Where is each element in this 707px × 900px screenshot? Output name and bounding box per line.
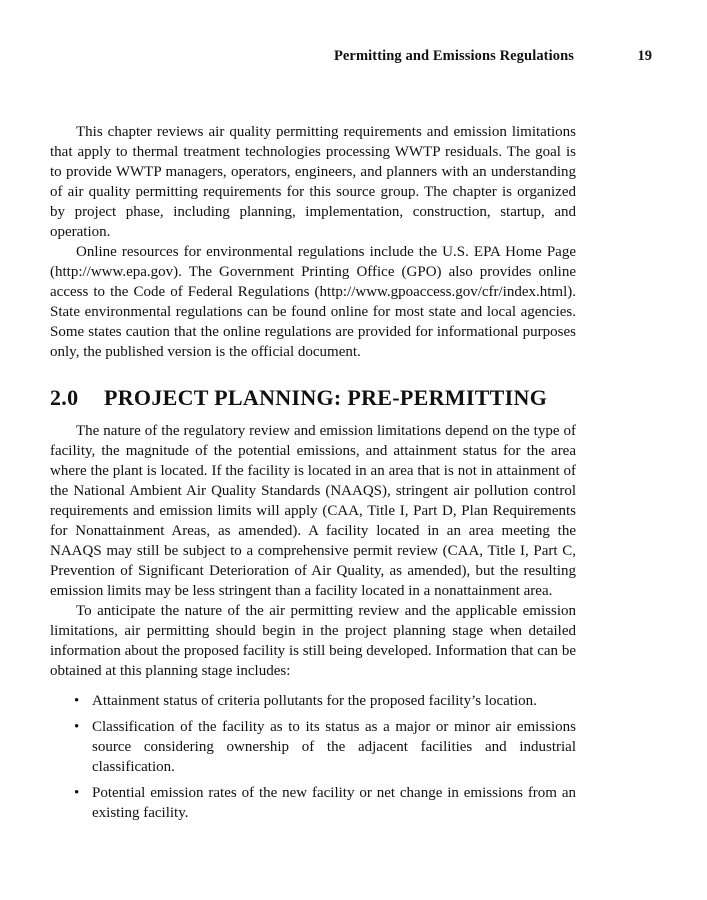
running-header <box>50 48 652 68</box>
bullet-text: Classification of the facility as to its status as a major or minor air emissions source considering ownership of the adjacent facilities and industrial classification. <box>92 719 576 775</box>
bullet-text: Attainment status of criteria pollutants for the proposed facility’s location. <box>92 693 537 709</box>
bullet-icon: • <box>74 785 80 801</box>
bullet-item <box>50 691 576 711</box>
intro-paragraph-1: This chapter reviews air quality permitting requirements and emission limitations that apply to thermal treatment technologies processing WWTP residuals. The goal is to provide WWTP managers, operators, engineers, and planners with an understanding of air quality permitting requirements for this source group. The chapter is organized by project phase, including planning, implementation, construction, startup, and operation. <box>50 124 576 240</box>
bullet-icon: • <box>74 719 80 735</box>
section-heading <box>50 385 576 411</box>
page-number: 19 <box>637 48 652 64</box>
bullet-item <box>50 717 576 777</box>
intro-paragraph-2: Online resources for environmental regulations include the U.S. EPA Home Page (http://www.epa.gov). The Government Printing Office (GPO) also provides online access to the Code of Federal Regulations (http://www.gpoaccess.gov/cfr/index.html). State environmental regulations can be found online for most state and local agencies. Some states caution that the online regulations are provided for informational purposes only, the published version is the official document. <box>50 244 576 360</box>
bullet-list <box>50 691 576 823</box>
running-title: Permitting and Emissions Regulations <box>333 48 574 64</box>
section-paragraph-2: To anticipate the nature of the air permitting review and the applicable emission limitations, air permitting should begin in the project planning stage when detailed information about the proposed facility is still being developed. Information that can be obtained at this planning stage includes: <box>50 603 576 679</box>
intro-section <box>50 122 576 362</box>
bullet-item <box>50 783 576 823</box>
section-project-planning <box>50 385 576 829</box>
section-title: PROJECT PLANNING: PRE-PERMITTING <box>104 385 548 410</box>
bullet-icon: • <box>74 693 80 709</box>
bullet-text: Potential emission rates of the new facility or net change in emissions from an existing facility. <box>92 785 576 821</box>
section-number: 2.0 <box>50 385 79 410</box>
section-paragraph-1: The nature of the regulatory review and emission limitations depend on the type of facility, the magnitude of the potential emissions, and attainment status for the area where the plant is located. If the facility is located in an area that is not in attainment of the National Ambient Air Quality Standards (NAAQS), stringent air pollution control requirements and emission limits will apply (CAA, Title I, Part D, Plan Requirements for Nonattainment Areas, as amended). A facility located in an area meeting the NAAQS may still be subject to a comprehensive permit review (CAA, Title I, Part C, Prevention of Significant Deterioration of Air Quality, as amended), but the resulting emission limits may be less stringent than a facility located in a nonattainment area. <box>50 423 576 599</box>
